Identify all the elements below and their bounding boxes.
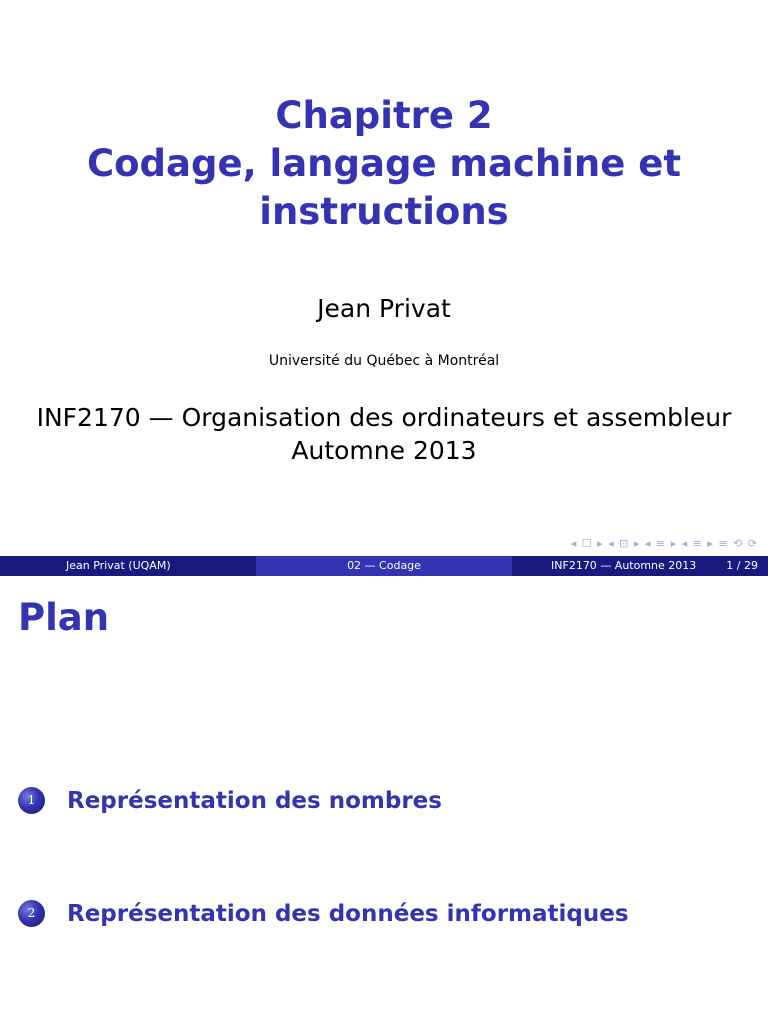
frame-title: Plan (18, 596, 110, 639)
toc-number-ball: 2 (18, 900, 45, 927)
footline (0, 556, 768, 576)
title-line-2: Codage, langage machine et (86, 142, 682, 185)
toc-number-ball: 1 (18, 787, 45, 814)
footer-date: INF2170 — Automne 2013 (551, 559, 697, 572)
slide-title (0, 92, 768, 236)
course-info (0, 401, 768, 467)
course-line-1: INF2170 — Organisation des ordinateurs et assembleur (36, 403, 732, 432)
navigation-symbols[interactable]: ◂ ☐ ▸ ◂ ⊡ ▸ ◂ ≡ ▸ ◂ ≡ ▸ ≡ ⟲ ⟳ (570, 537, 758, 550)
plan-slide (0, 576, 768, 1024)
title-line-3: instructions (259, 190, 509, 233)
toc-label: Représentation des données informatiques (67, 900, 629, 927)
toc-item[interactable] (18, 900, 629, 927)
institute: Université du Québec à Montréal (268, 353, 500, 369)
author-name: Jean Privat (317, 294, 451, 323)
footer-date-page (512, 556, 768, 576)
footer-author: Jean Privat (UQAM) (0, 556, 256, 576)
course-line-2: Automne 2013 (291, 436, 477, 465)
toc-item[interactable] (18, 787, 442, 814)
title-line-1: Chapitre 2 (275, 94, 493, 137)
footer-page-number: 1 / 29 (726, 559, 758, 572)
footer-short-title: 02 — Codage (256, 556, 512, 576)
toc-label: Représentation des nombres (67, 787, 442, 814)
